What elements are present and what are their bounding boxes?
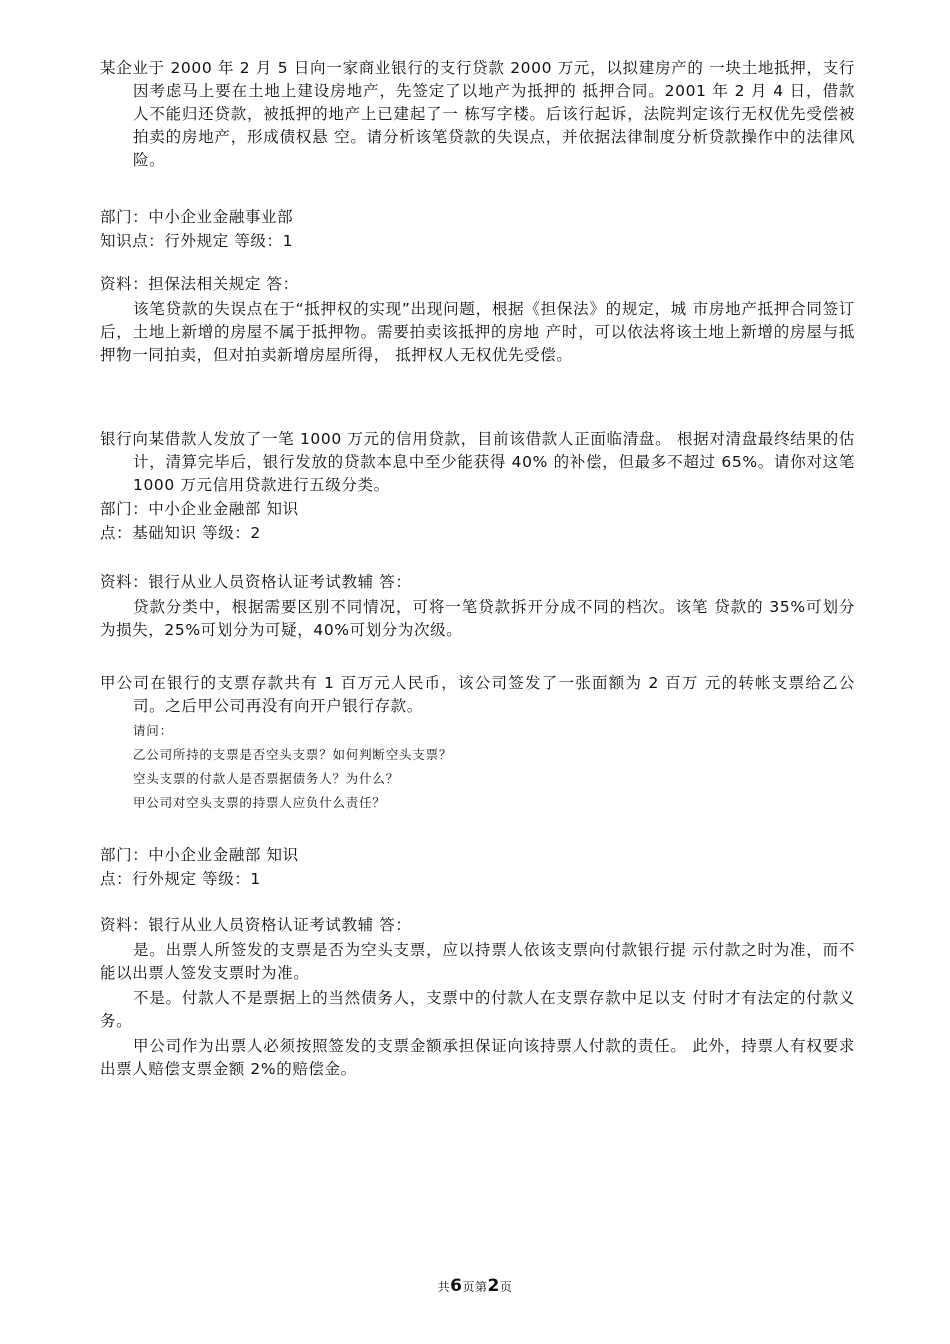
answer-text-2: 不是。付款人不是票据上的当然债务人，支票中的付款人在支票存款中足以支 付时才有法定的付款义务。 bbox=[100, 989, 855, 1030]
sub-question-3: 甲公司对空头支票的持票人应负什么责任？ bbox=[133, 795, 386, 810]
ask-label: 请问： bbox=[133, 723, 173, 738]
meta-block-1 bbox=[100, 205, 855, 253]
answer-block-1 bbox=[100, 272, 855, 367]
department-line: 部门：中小企业金融部 知识 bbox=[100, 500, 299, 518]
knowledge-line: 点：基础知识 等级：2 bbox=[100, 524, 261, 542]
answer-block-3 bbox=[100, 913, 855, 1081]
meta-block-3 bbox=[100, 843, 855, 891]
footer-prefix: 共 bbox=[437, 1280, 451, 1294]
footer-middle: 页第 bbox=[462, 1280, 488, 1294]
question-block-3 bbox=[100, 672, 855, 815]
source-line: 资料：银行从业人员资格认证考试教辅 答： bbox=[100, 573, 412, 591]
source-line: 资料：银行从业人员资格认证考试教辅 答： bbox=[100, 916, 412, 934]
question-text: 银行向某借款人发放了一笔 1000 万元的信用贷款，目前该借款人正面临清盘。 根据对清盘最终结果的估计，清算完毕后，银行发放的贷款本息中至少能获得 40% 的补偿，但最多不超过 65%。请你对这笔 1000 万元信用贷款进行五级分类。 bbox=[100, 430, 855, 494]
answer-text: 贷款分类中，根据需要区别不同情况，可将一笔贷款拆开分成不同的档次。该笔 贷款的 35%可划分为损失，25%可划分为可疑，40%可划分为次级。 bbox=[100, 598, 855, 639]
source-line: 资料：担保法相关规定 答： bbox=[100, 275, 299, 293]
question-block-2 bbox=[100, 428, 855, 545]
department-line: 部门：中小企业金融部 知识 bbox=[100, 846, 299, 864]
knowledge-line: 知识点：行外规定 等级：1 bbox=[100, 232, 294, 250]
question-text: 某企业于 2000 年 2 月 5 日向一家商业银行的支行贷款 2000 万元，以拟建房产的 一块土地抵押，支行因考虑马上要在土地上建设房地产，先签定了以地产为抵押的 抵押合同。2001 年 2 月 4 日，借款人不能归还贷款，被抵押的地产上已建起了一 栋写字楼。后该行起诉，法院判定该行无权优先受偿被拍卖的房地产，形成债权悬 空。请分析该笔贷款的失误点，并依据法律制度分析贷款操作中的法律风险。 bbox=[100, 59, 855, 169]
footer-suffix: 页 bbox=[499, 1280, 513, 1294]
page-footer bbox=[0, 1276, 950, 1296]
answer-text-3: 甲公司作为出票人必须按照签发的支票金额承担保证向该持票人付款的责任。 此外，持票人有权要求出票人赔偿支票金额 2%的赔偿金。 bbox=[100, 1037, 855, 1078]
department-line: 部门：中小企业金融事业部 bbox=[100, 208, 294, 226]
knowledge-line: 点：行外规定 等级：1 bbox=[100, 870, 261, 888]
answer-text: 该笔贷款的失误点在于“抵押权的实现”出现问题，根据《担保法》的规定，城 市房地产抵押合同签订后，土地上新增的房屋不属于抵押物。需要拍卖该抵押的房地 产时，可以依法将该土地上新增的房屋与抵押物一同拍卖，但对拍卖新增房屋所得， 抵押权人无权优先受偿。 bbox=[100, 300, 855, 364]
sub-question-2: 空头支票的付款人是否票据债务人？为什么？ bbox=[133, 771, 400, 786]
answer-text-1: 是。出票人所签发的支票是否为空头支票，应以持票人依该支票向付款银行提 示付款之时为准，而不能以出票人签发支票时为准。 bbox=[100, 941, 855, 982]
current-page: 2 bbox=[487, 1276, 500, 1296]
answer-block-2 bbox=[100, 570, 855, 642]
sub-question-1: 乙公司所持的支票是否空头支票？如何判断空头支票？ bbox=[133, 747, 453, 762]
question-text: 甲公司在银行的支票存款共有 1 百万元人民币，该公司签发了一张面额为 2 百万 元的转帐支票给乙公司。之后甲公司再没有向开户银行存款。 bbox=[100, 674, 855, 715]
question-block-1 bbox=[100, 57, 855, 172]
total-pages: 6 bbox=[450, 1276, 463, 1296]
